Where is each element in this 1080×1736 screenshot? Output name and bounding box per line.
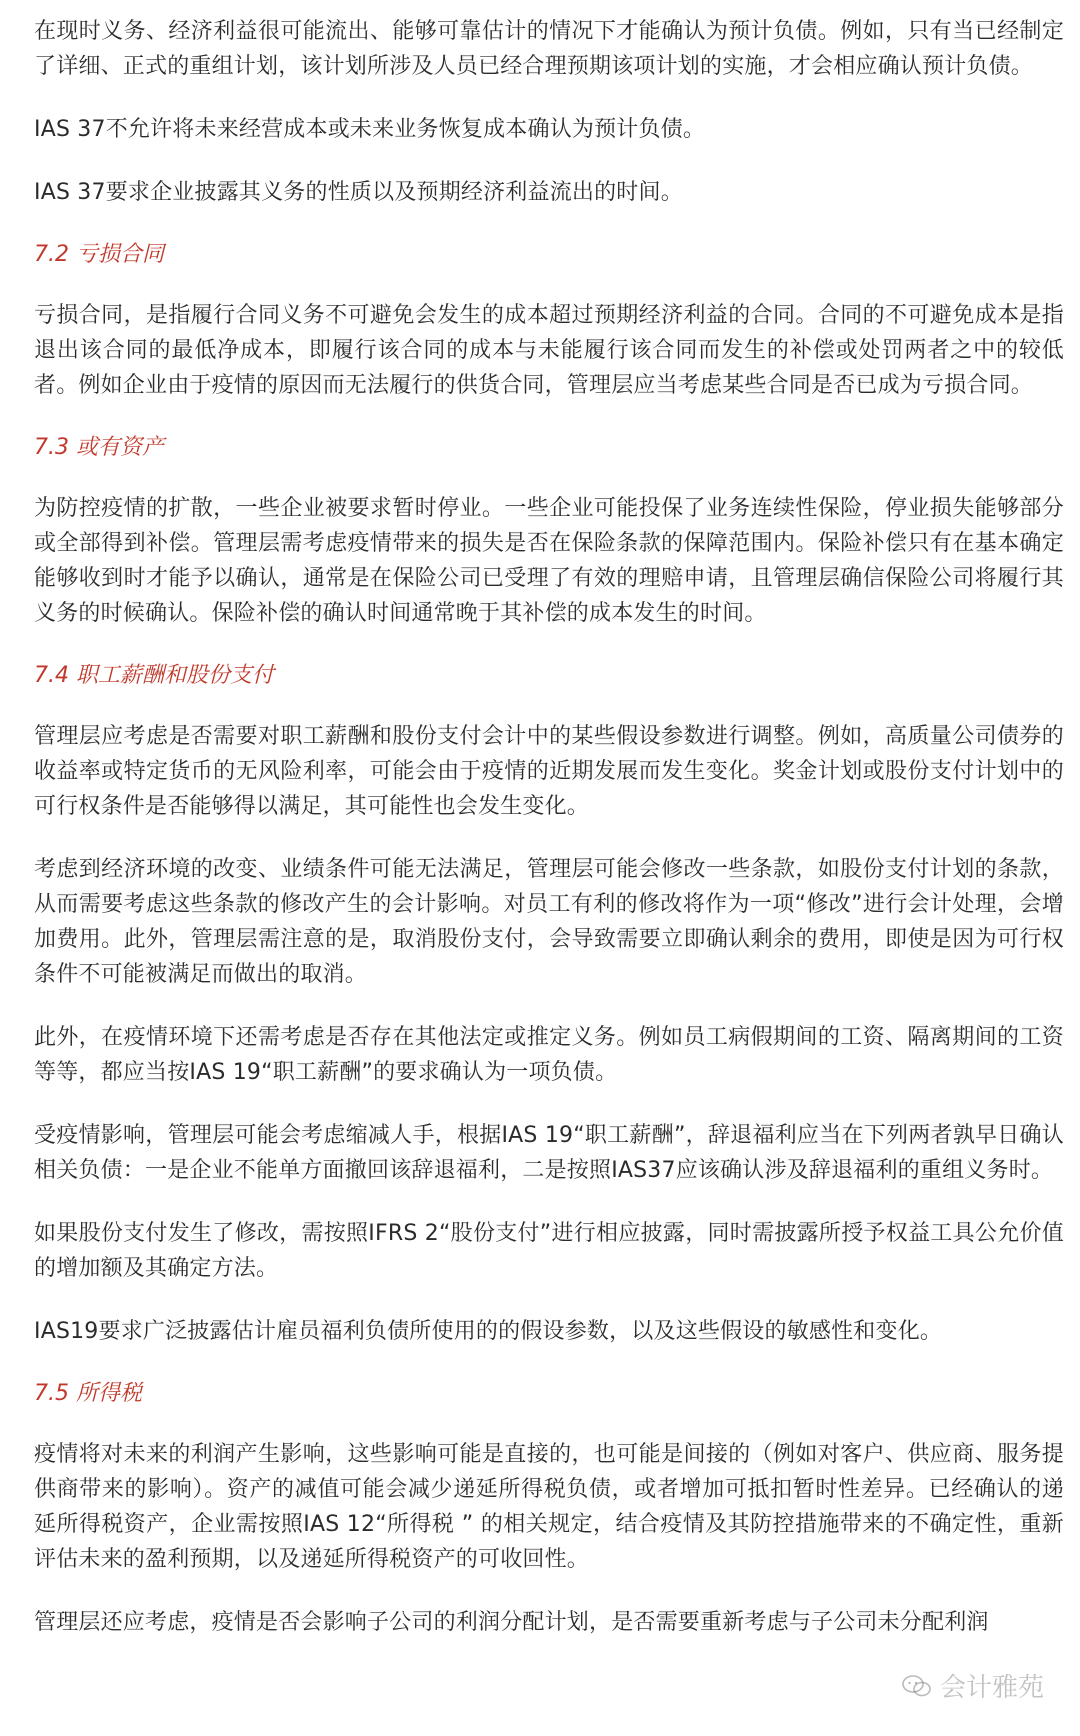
paragraph: 受疫情影响，管理层可能会考虑缩减人手，根据IAS 19“职工薪酬”，辞退福利应当在下列两者孰早日确认相关负债：一是企业不能单方面撤回该辞退福利，二是按照IAS37应该确认涉及辞退福利的重组义务时。 [34,1123,1064,1183]
section-heading-7-4: 7.4 职工薪酬和股份支付 [34,663,274,688]
paragraph: 此外，在疫情环境下还需考虑是否存在其他法定或推定义务。例如员工病假期间的工资、隔离期间的工资等等，都应当按IAS 19“职工薪酬”的要求确认为一项负债。 [34,1025,1064,1085]
article-body [34,14,1064,1640]
paragraph: 疫情将对未来的利润产生影响，这些影响可能是直接的，也可能是间接的（例如对客户、供应商、服务提供商带来的影响）。资产的减值可能会减少递延所得税负债，或者增加可抵扣暂时性差异。已经确认的递延所得税资产，企业需按照IAS 12“所得税 ” 的相关规定，结合疫情及其防控措施带来的不确定性，重新评估未来的盈利预期，以及递延所得税资产的可收回性。 [34,1442,1064,1572]
paragraph: 管理层还应考虑，疫情是否会影响子公司的利润分配计划，是否需要重新考虑与子公司未分配利润 [34,1610,989,1635]
wechat-icon [902,1674,932,1698]
watermark [902,1667,1044,1704]
paragraph: 管理层应考虑是否需要对职工薪酬和股份支付会计中的某些假设参数进行调整。例如，高质量公司债券的收益率或特定货币的无风险利率，可能会由于疫情的近期发展而发生变化。奖金计划或股份支付计划中的可行权条件是否能够得以满足，其可能性也会发生变化。 [34,724,1064,819]
paragraph: IAS 37不允许将未来经营成本或未来业务恢复成本确认为预计负债。 [34,117,706,142]
watermark-text: 会计雅苑 [939,1673,1044,1703]
paragraph: 亏损合同，是指履行合同义务不可避免会发生的成本超过预期经济利益的合同。合同的不可避免成本是指退出该合同的最低净成本，即履行该合同的成本与未能履行该合同而发生的补偿或处罚两者之中的较低者。例如企业由于疫情的原因而无法履行的供货合同，管理层应当考虑某些合同是否已成为亏损合同。 [34,303,1064,398]
paragraph: 如果股份支付发生了修改，需按照IFRS 2“股份支付”进行相应披露，同时需披露所授予权益工具公允价值的增加额及其确定方法。 [34,1221,1064,1281]
paragraph: 考虑到经济环境的改变、业绩条件可能无法满足，管理层可能会修改一些条款，如股份支付计划的条款，从而需要考虑这些条款的修改产生的会计影响。对员工有利的修改将作为一项“修改”进行会计处理，会增加费用。此外，管理层需注意的是，取消股份支付，会导致需要立即确认剩余的费用，即使是因为可行权条件不可能被满足而做出的取消。 [34,857,1064,987]
paragraph: IAS19要求广泛披露估计雇员福利负债所使用的的假设参数，以及这些假设的敏感性和变化。 [34,1319,943,1344]
paragraph: 为防控疫情的扩散，一些企业被要求暂时停业。一些企业可能投保了业务连续性保险，停业损失能够部分或全部得到补偿。管理层需考虑疫情带来的损失是否在保险条款的保障范围内。保险补偿只有在基本确定能够收到时才能予以确认，通常是在保险公司已受理了有效的理赔申请，且管理层确信保险公司将履行其义务的时候确认。保险补偿的确认时间通常晚于其补偿的成本发生的时间。 [34,496,1064,626]
section-heading-7-3: 7.3 或有资产 [34,435,164,460]
paragraph: 在现时义务、经济利益很可能流出、能够可靠估计的情况下才能确认为预计负债。例如，只有当已经制定了详细、正式的重组计划，该计划所涉及人员已经合理预期该项计划的实施，才会相应确认预计负债。 [34,19,1064,79]
paragraph: IAS 37要求企业披露其义务的性质以及预期经济利益流出的时间。 [34,180,683,205]
section-heading-7-5: 7.5 所得税 [34,1381,142,1406]
section-heading-7-2: 7.2 亏损合同 [34,242,164,267]
